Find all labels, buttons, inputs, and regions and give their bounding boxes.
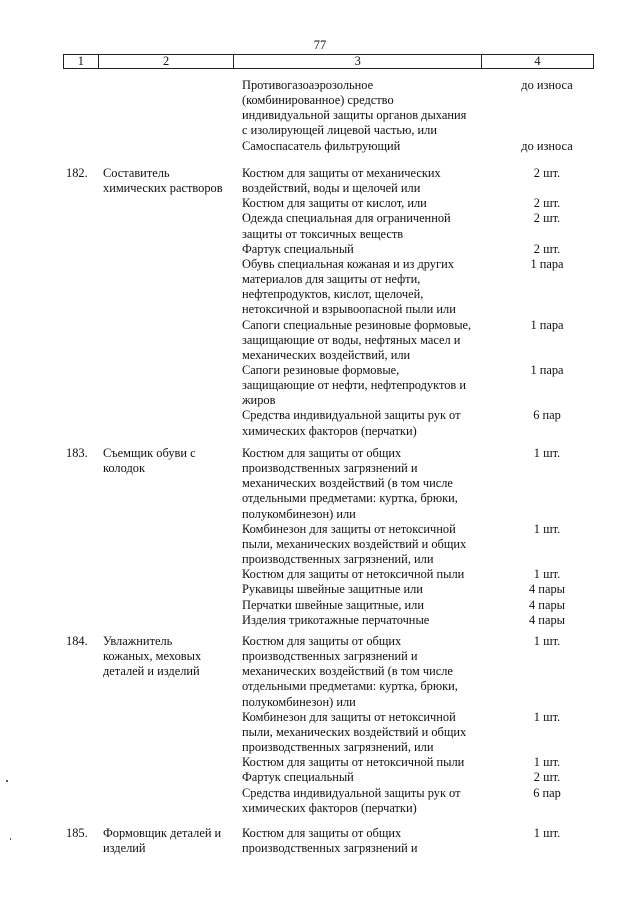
ppe-description-line: с изолирующей лицевой частью, или bbox=[242, 123, 437, 138]
profession-title-line: деталей и изделий bbox=[103, 664, 200, 679]
ppe-description-line: химических факторов (перчатки) bbox=[242, 423, 417, 438]
ppe-description-line: Сапоги резиновые формовые, bbox=[242, 362, 400, 377]
row-number: 182. bbox=[66, 166, 88, 180]
issue-norm: до износа bbox=[521, 138, 573, 153]
issue-norm: 1 шт. bbox=[533, 709, 561, 724]
ppe-description-line: Костюм для защиты от общих bbox=[242, 634, 402, 648]
issue-norm: 1 шт. bbox=[533, 446, 561, 460]
ppe-description-line: отдельными предметами: куртка, брюки, bbox=[242, 679, 458, 694]
ppe-description-line: Костюм для защиты от нетоксичной пыли bbox=[242, 567, 465, 582]
ppe-description-line: химических факторов (перчатки) bbox=[242, 800, 417, 815]
profession-title-line: кожаных, меховых bbox=[103, 649, 202, 664]
ppe-description-line: (комбинированное) средство bbox=[242, 93, 394, 108]
ppe-description-line: Средства индивидуальной защиты рук от bbox=[242, 408, 461, 423]
page-number: 77 bbox=[313, 38, 327, 52]
ppe-description-line: Комбинезон для защиты от нетоксичной bbox=[242, 709, 456, 724]
issue-norm: до износа bbox=[521, 78, 573, 92]
ppe-description-line: производственных загрязнений, или bbox=[242, 740, 434, 755]
profession-title-line: Увлажнитель bbox=[103, 634, 173, 648]
ppe-description-line: Костюм для защиты от механических bbox=[242, 166, 441, 180]
ppe-description-line: индивидуальной защиты органов дыхания bbox=[242, 108, 467, 123]
ppe-description-line: защищающие от нефти, нефтепродуктов и bbox=[242, 378, 466, 393]
ppe-description-line: механических воздействий (в том числе bbox=[242, 664, 453, 679]
issue-norm: 2 шт. bbox=[533, 166, 561, 180]
issue-norm: 6 пар bbox=[533, 785, 561, 800]
ppe-description-line: Рукавицы швейные защитные или bbox=[242, 582, 423, 597]
ppe-description-line: нетоксичной и взрывоопасной пыли или bbox=[242, 302, 456, 317]
issue-norm: 1 шт. bbox=[533, 567, 561, 582]
issue-norm: 2 шт. bbox=[533, 241, 561, 256]
row-number: 184. bbox=[66, 634, 88, 648]
column-header-1: 1 bbox=[64, 55, 99, 69]
ppe-description-line: Костюм для защиты от кислот, или bbox=[242, 196, 427, 211]
issue-norm: 1 пара bbox=[530, 317, 564, 332]
ppe-description-line: Костюм для защиты от нетоксичной пыли bbox=[242, 755, 465, 770]
issue-norm: 4 пары bbox=[529, 582, 565, 597]
ppe-description-line: производственных загрязнений, или bbox=[242, 552, 434, 567]
ppe-description-line: механических воздействий (в том числе bbox=[242, 476, 453, 491]
issue-norm: 1 пара bbox=[530, 362, 564, 377]
ppe-description-line: полукомбинезон) или bbox=[242, 694, 356, 709]
ppe-description-line: Фартук специальный bbox=[242, 770, 354, 785]
issue-norm: 2 шт. bbox=[533, 196, 561, 211]
ppe-description-line: Сапоги специальные резиновые формовые, bbox=[242, 317, 472, 332]
column-header-4: 4 bbox=[482, 55, 594, 69]
ppe-description-line: производственных загрязнений и bbox=[242, 841, 418, 856]
ppe-description-line: материалов для защиты от нефти, bbox=[242, 272, 421, 287]
ppe-description-line: Перчатки швейные защитные, или bbox=[242, 597, 424, 612]
ppe-description-line: пыли, механических воздействий и общих bbox=[242, 536, 467, 551]
ppe-description-line: Фартук специальный bbox=[242, 241, 354, 256]
ppe-description-line: отдельными предметами: куртка, брюки, bbox=[242, 491, 458, 506]
profession-title-line: Съемщик обуви с bbox=[103, 446, 196, 460]
ppe-description-line: Изделия трикотажные перчаточные bbox=[242, 612, 430, 627]
ppe-description-line: пыли, механических воздействий и общих bbox=[242, 724, 467, 739]
ppe-description-line: Средства индивидуальной защиты рук от bbox=[242, 785, 461, 800]
ppe-description-line: жиров bbox=[242, 393, 276, 408]
issue-norm: 1 шт. bbox=[533, 634, 561, 648]
ppe-description-line: защищающие от воды, нефтяных масел и bbox=[242, 332, 461, 347]
issue-norm: 4 пары bbox=[529, 612, 565, 627]
issue-norm: 2 шт. bbox=[533, 211, 561, 226]
ppe-description-line: Костюм для защиты от общих bbox=[242, 826, 402, 840]
scan-speck bbox=[6, 780, 8, 782]
column-header-row bbox=[63, 54, 594, 69]
issue-norm: 4 пары bbox=[529, 597, 565, 612]
ppe-description-line: полукомбинезон) или bbox=[242, 506, 356, 521]
issue-norm: 1 шт. bbox=[533, 826, 561, 840]
issue-norm: 2 шт. bbox=[533, 770, 561, 785]
issue-norm: 6 пар bbox=[533, 408, 561, 423]
ppe-description-line: защиты от токсичных веществ bbox=[242, 226, 404, 241]
profession-title-line: колодок bbox=[103, 461, 145, 476]
row-number: 185. bbox=[66, 826, 88, 840]
issue-norm: 1 шт. bbox=[533, 521, 561, 536]
ppe-description-line: Одежда специальная для ограниченной bbox=[242, 211, 451, 226]
ppe-description-line: нефтепродуктов, кислот, щелочей, bbox=[242, 287, 424, 302]
ppe-description-line: производственных загрязнений и bbox=[242, 649, 418, 664]
ppe-description-line: производственных загрязнений и bbox=[242, 461, 418, 476]
ppe-description-line: Противогазоаэрозольное bbox=[242, 78, 374, 92]
profession-title-line: Формовщик деталей и bbox=[103, 826, 222, 840]
issue-norm: 1 пара bbox=[530, 256, 564, 271]
profession-title-line: изделий bbox=[103, 841, 146, 856]
column-header-2: 2 bbox=[98, 55, 234, 69]
ppe-description-line: Комбинезон для защиты от нетоксичной bbox=[242, 521, 456, 536]
profession-title-line: Составитель bbox=[103, 166, 170, 180]
ppe-description-line: воздействий, воды и щелочей или bbox=[242, 181, 421, 196]
ppe-description-line: Костюм для защиты от общих bbox=[242, 446, 402, 460]
ppe-description-line: Обувь специальная кожаная и из других bbox=[242, 256, 454, 271]
ppe-description-line: Самоспасатель фильтрующий bbox=[242, 138, 401, 153]
column-header-3: 3 bbox=[234, 55, 482, 69]
issue-norm: 1 шт. bbox=[533, 755, 561, 770]
scan-speck bbox=[10, 838, 11, 840]
profession-title-line: химических растворов bbox=[103, 181, 223, 196]
ppe-description-line: механических воздействий, или bbox=[242, 347, 411, 362]
row-number: 183. bbox=[66, 446, 88, 460]
